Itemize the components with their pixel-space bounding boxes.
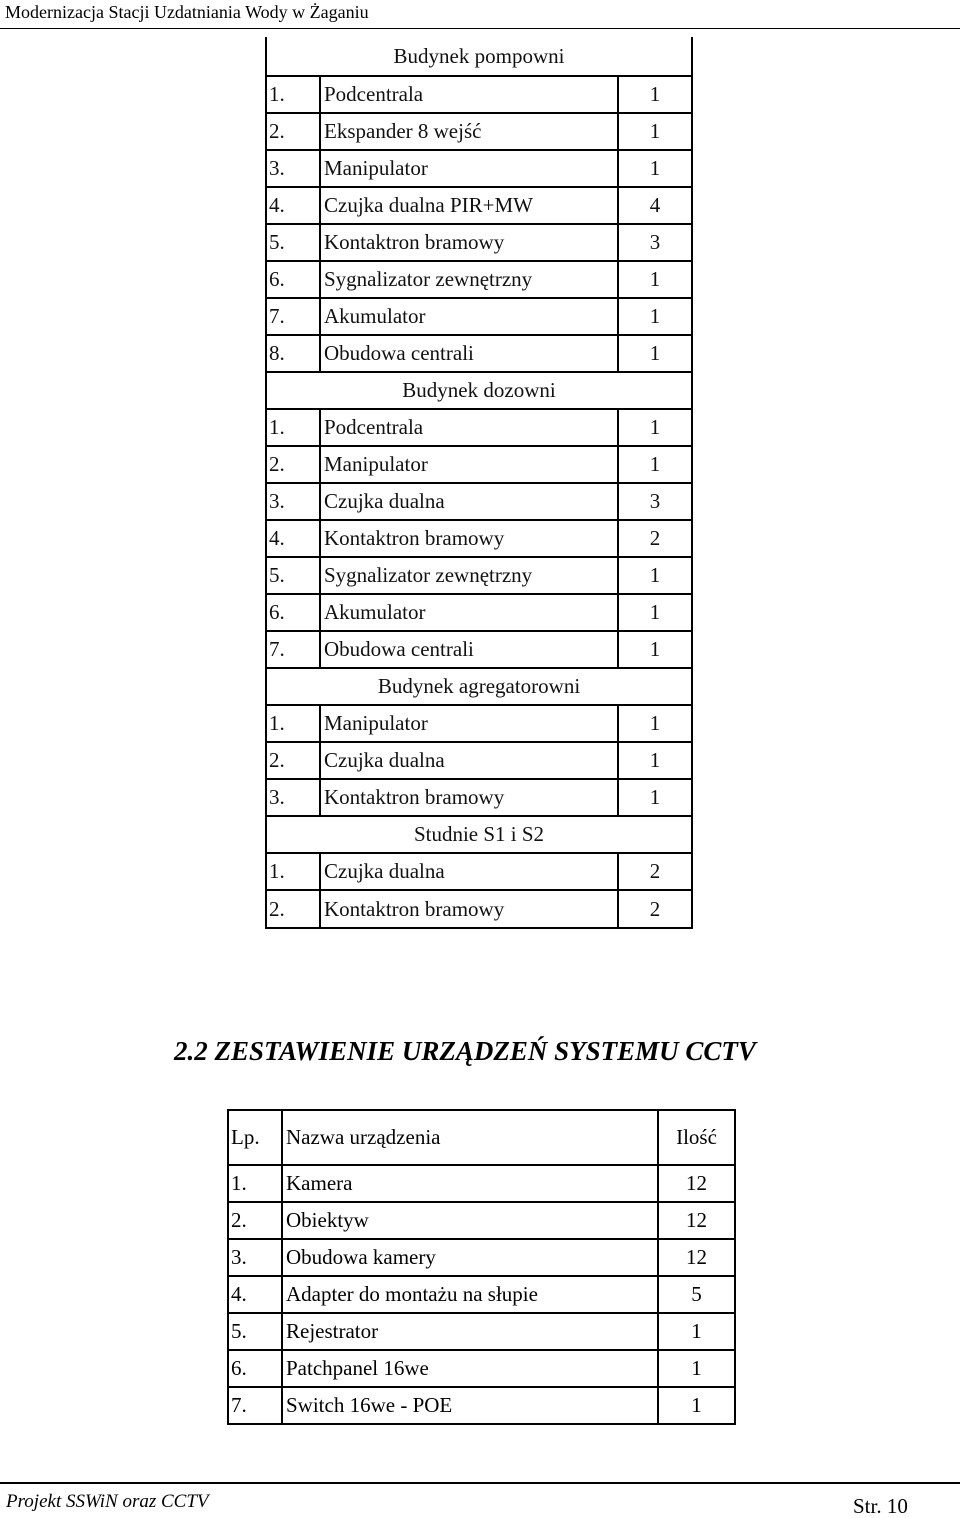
table-row bbox=[266, 520, 692, 557]
row-number: 6. bbox=[266, 261, 320, 298]
table-row bbox=[266, 261, 692, 298]
device-quantity: 4 bbox=[618, 187, 692, 224]
row-number: 8. bbox=[266, 335, 320, 372]
table-header-row bbox=[228, 1110, 735, 1165]
row-number: 2. bbox=[266, 446, 320, 483]
cctv-equipment-table bbox=[227, 1109, 736, 1425]
table-row bbox=[266, 594, 692, 631]
table-row bbox=[266, 779, 692, 816]
table-row bbox=[266, 631, 692, 668]
device-name: Kontaktron bramowy bbox=[320, 520, 618, 557]
device-name: Sygnalizator zewnętrzny bbox=[320, 557, 618, 594]
device-name: Manipulator bbox=[320, 705, 618, 742]
device-name: Akumulator bbox=[320, 298, 618, 335]
table-row bbox=[228, 1165, 735, 1202]
row-number: 1. bbox=[266, 853, 320, 890]
device-name: Ekspander 8 wejść bbox=[320, 113, 618, 150]
row-number: 1. bbox=[228, 1165, 282, 1202]
table-row bbox=[228, 1276, 735, 1313]
row-number: 4. bbox=[266, 187, 320, 224]
device-quantity: 5 bbox=[658, 1276, 735, 1313]
table-row bbox=[266, 76, 692, 113]
device-quantity: 1 bbox=[618, 705, 692, 742]
device-quantity: 1 bbox=[618, 631, 692, 668]
row-number: 3. bbox=[228, 1239, 282, 1276]
row-number: 3. bbox=[266, 779, 320, 816]
header-divider bbox=[0, 28, 960, 29]
row-number: 5. bbox=[266, 557, 320, 594]
table-row bbox=[266, 150, 692, 187]
page-number: Str. 10 bbox=[853, 1494, 908, 1518]
table-row bbox=[266, 298, 692, 335]
device-name: Czujka dualna bbox=[320, 742, 618, 779]
row-number: 2. bbox=[266, 742, 320, 779]
table-row bbox=[228, 1387, 735, 1424]
device-quantity: 2 bbox=[618, 520, 692, 557]
device-name: Sygnalizator zewnętrzny bbox=[320, 261, 618, 298]
device-name: Rejestrator bbox=[282, 1313, 658, 1350]
device-quantity: 1 bbox=[618, 446, 692, 483]
device-name: Czujka dualna bbox=[320, 483, 618, 520]
section-title: Studnie S1 i S2 bbox=[266, 816, 692, 853]
device-quantity: 1 bbox=[618, 557, 692, 594]
device-name: Czujka dualna bbox=[320, 853, 618, 890]
alarm-equipment-table bbox=[265, 37, 693, 929]
row-number: 7. bbox=[266, 298, 320, 335]
column-header-name: Nazwa urządzenia bbox=[282, 1110, 658, 1165]
table-row bbox=[266, 853, 692, 890]
row-number: 5. bbox=[228, 1313, 282, 1350]
device-quantity: 12 bbox=[658, 1202, 735, 1239]
device-quantity: 1 bbox=[618, 779, 692, 816]
section-header-row bbox=[266, 37, 692, 76]
device-quantity: 1 bbox=[618, 261, 692, 298]
row-number: 3. bbox=[266, 483, 320, 520]
table-row bbox=[266, 742, 692, 779]
device-name: Akumulator bbox=[320, 594, 618, 631]
device-quantity: 1 bbox=[618, 150, 692, 187]
device-name: Patchpanel 16we bbox=[282, 1350, 658, 1387]
footer-divider bbox=[0, 1482, 960, 1484]
table-row bbox=[228, 1350, 735, 1387]
device-quantity: 1 bbox=[658, 1387, 735, 1424]
device-quantity: 1 bbox=[618, 76, 692, 113]
table-row bbox=[228, 1313, 735, 1350]
column-header-qty: Ilość bbox=[658, 1110, 735, 1165]
table-row bbox=[266, 557, 692, 594]
section-header-row bbox=[266, 372, 692, 409]
device-name: Podcentrala bbox=[320, 76, 618, 113]
row-number: 1. bbox=[266, 705, 320, 742]
device-quantity: 1 bbox=[618, 113, 692, 150]
table-row bbox=[266, 483, 692, 520]
device-name: Manipulator bbox=[320, 446, 618, 483]
row-number: 2. bbox=[228, 1202, 282, 1239]
device-quantity: 1 bbox=[618, 335, 692, 372]
row-number: 5. bbox=[266, 224, 320, 261]
row-number: 1. bbox=[266, 76, 320, 113]
device-quantity: 1 bbox=[618, 594, 692, 631]
device-name: Adapter do montażu na słupie bbox=[282, 1276, 658, 1313]
table-row bbox=[266, 113, 692, 150]
table-row bbox=[266, 224, 692, 261]
device-quantity: 2 bbox=[618, 890, 692, 928]
device-quantity: 3 bbox=[618, 224, 692, 261]
device-name: Kontaktron bramowy bbox=[320, 224, 618, 261]
row-number: 4. bbox=[266, 520, 320, 557]
row-number: 3. bbox=[266, 150, 320, 187]
table-row bbox=[266, 409, 692, 446]
device-name: Obudowa centrali bbox=[320, 631, 618, 668]
column-header-lp: Lp. bbox=[228, 1110, 282, 1165]
device-name: Obudowa centrali bbox=[320, 335, 618, 372]
table-row bbox=[228, 1239, 735, 1276]
section-header-row bbox=[266, 668, 692, 705]
row-number: 6. bbox=[266, 594, 320, 631]
row-number: 1. bbox=[266, 409, 320, 446]
section-header-row bbox=[266, 816, 692, 853]
table-row bbox=[266, 187, 692, 224]
device-name: Kontaktron bramowy bbox=[320, 890, 618, 928]
table-row bbox=[228, 1202, 735, 1239]
row-number: 2. bbox=[266, 890, 320, 928]
device-name: Podcentrala bbox=[320, 409, 618, 446]
row-number: 7. bbox=[228, 1387, 282, 1424]
table-row bbox=[266, 890, 692, 928]
device-quantity: 1 bbox=[618, 409, 692, 446]
row-number: 6. bbox=[228, 1350, 282, 1387]
device-quantity: 1 bbox=[618, 742, 692, 779]
table-row bbox=[266, 446, 692, 483]
device-name: Switch 16we - POE bbox=[282, 1387, 658, 1424]
row-number: 2. bbox=[266, 113, 320, 150]
device-quantity: 3 bbox=[618, 483, 692, 520]
device-name: Czujka dualna PIR+MW bbox=[320, 187, 618, 224]
section-title: Budynek agregatorowni bbox=[266, 668, 692, 705]
device-quantity: 12 bbox=[658, 1239, 735, 1276]
device-name: Kamera bbox=[282, 1165, 658, 1202]
row-number: 4. bbox=[228, 1276, 282, 1313]
table-row bbox=[266, 705, 692, 742]
device-name: Manipulator bbox=[320, 150, 618, 187]
document-header-title: Modernizacja Stacji Uzdatniania Wody w Żaganiu bbox=[5, 2, 369, 22]
device-quantity: 2 bbox=[618, 853, 692, 890]
device-quantity: 1 bbox=[658, 1350, 735, 1387]
device-name: Obiektyw bbox=[282, 1202, 658, 1239]
section-title: Budynek dozowni bbox=[266, 372, 692, 409]
footer-project-name: Projekt SSWiN oraz CCTV bbox=[6, 1491, 209, 1512]
device-quantity: 12 bbox=[658, 1165, 735, 1202]
row-number: 7. bbox=[266, 631, 320, 668]
device-quantity: 1 bbox=[658, 1313, 735, 1350]
device-quantity: 1 bbox=[618, 298, 692, 335]
table-row bbox=[266, 335, 692, 372]
section-title: Budynek pompowni bbox=[266, 37, 692, 76]
device-name: Obudowa kamery bbox=[282, 1239, 658, 1276]
device-name: Kontaktron bramowy bbox=[320, 779, 618, 816]
cctv-section-heading: 2.2 ZESTAWIENIE URZĄDZEŃ SYSTEMU CCTV bbox=[174, 1036, 756, 1066]
